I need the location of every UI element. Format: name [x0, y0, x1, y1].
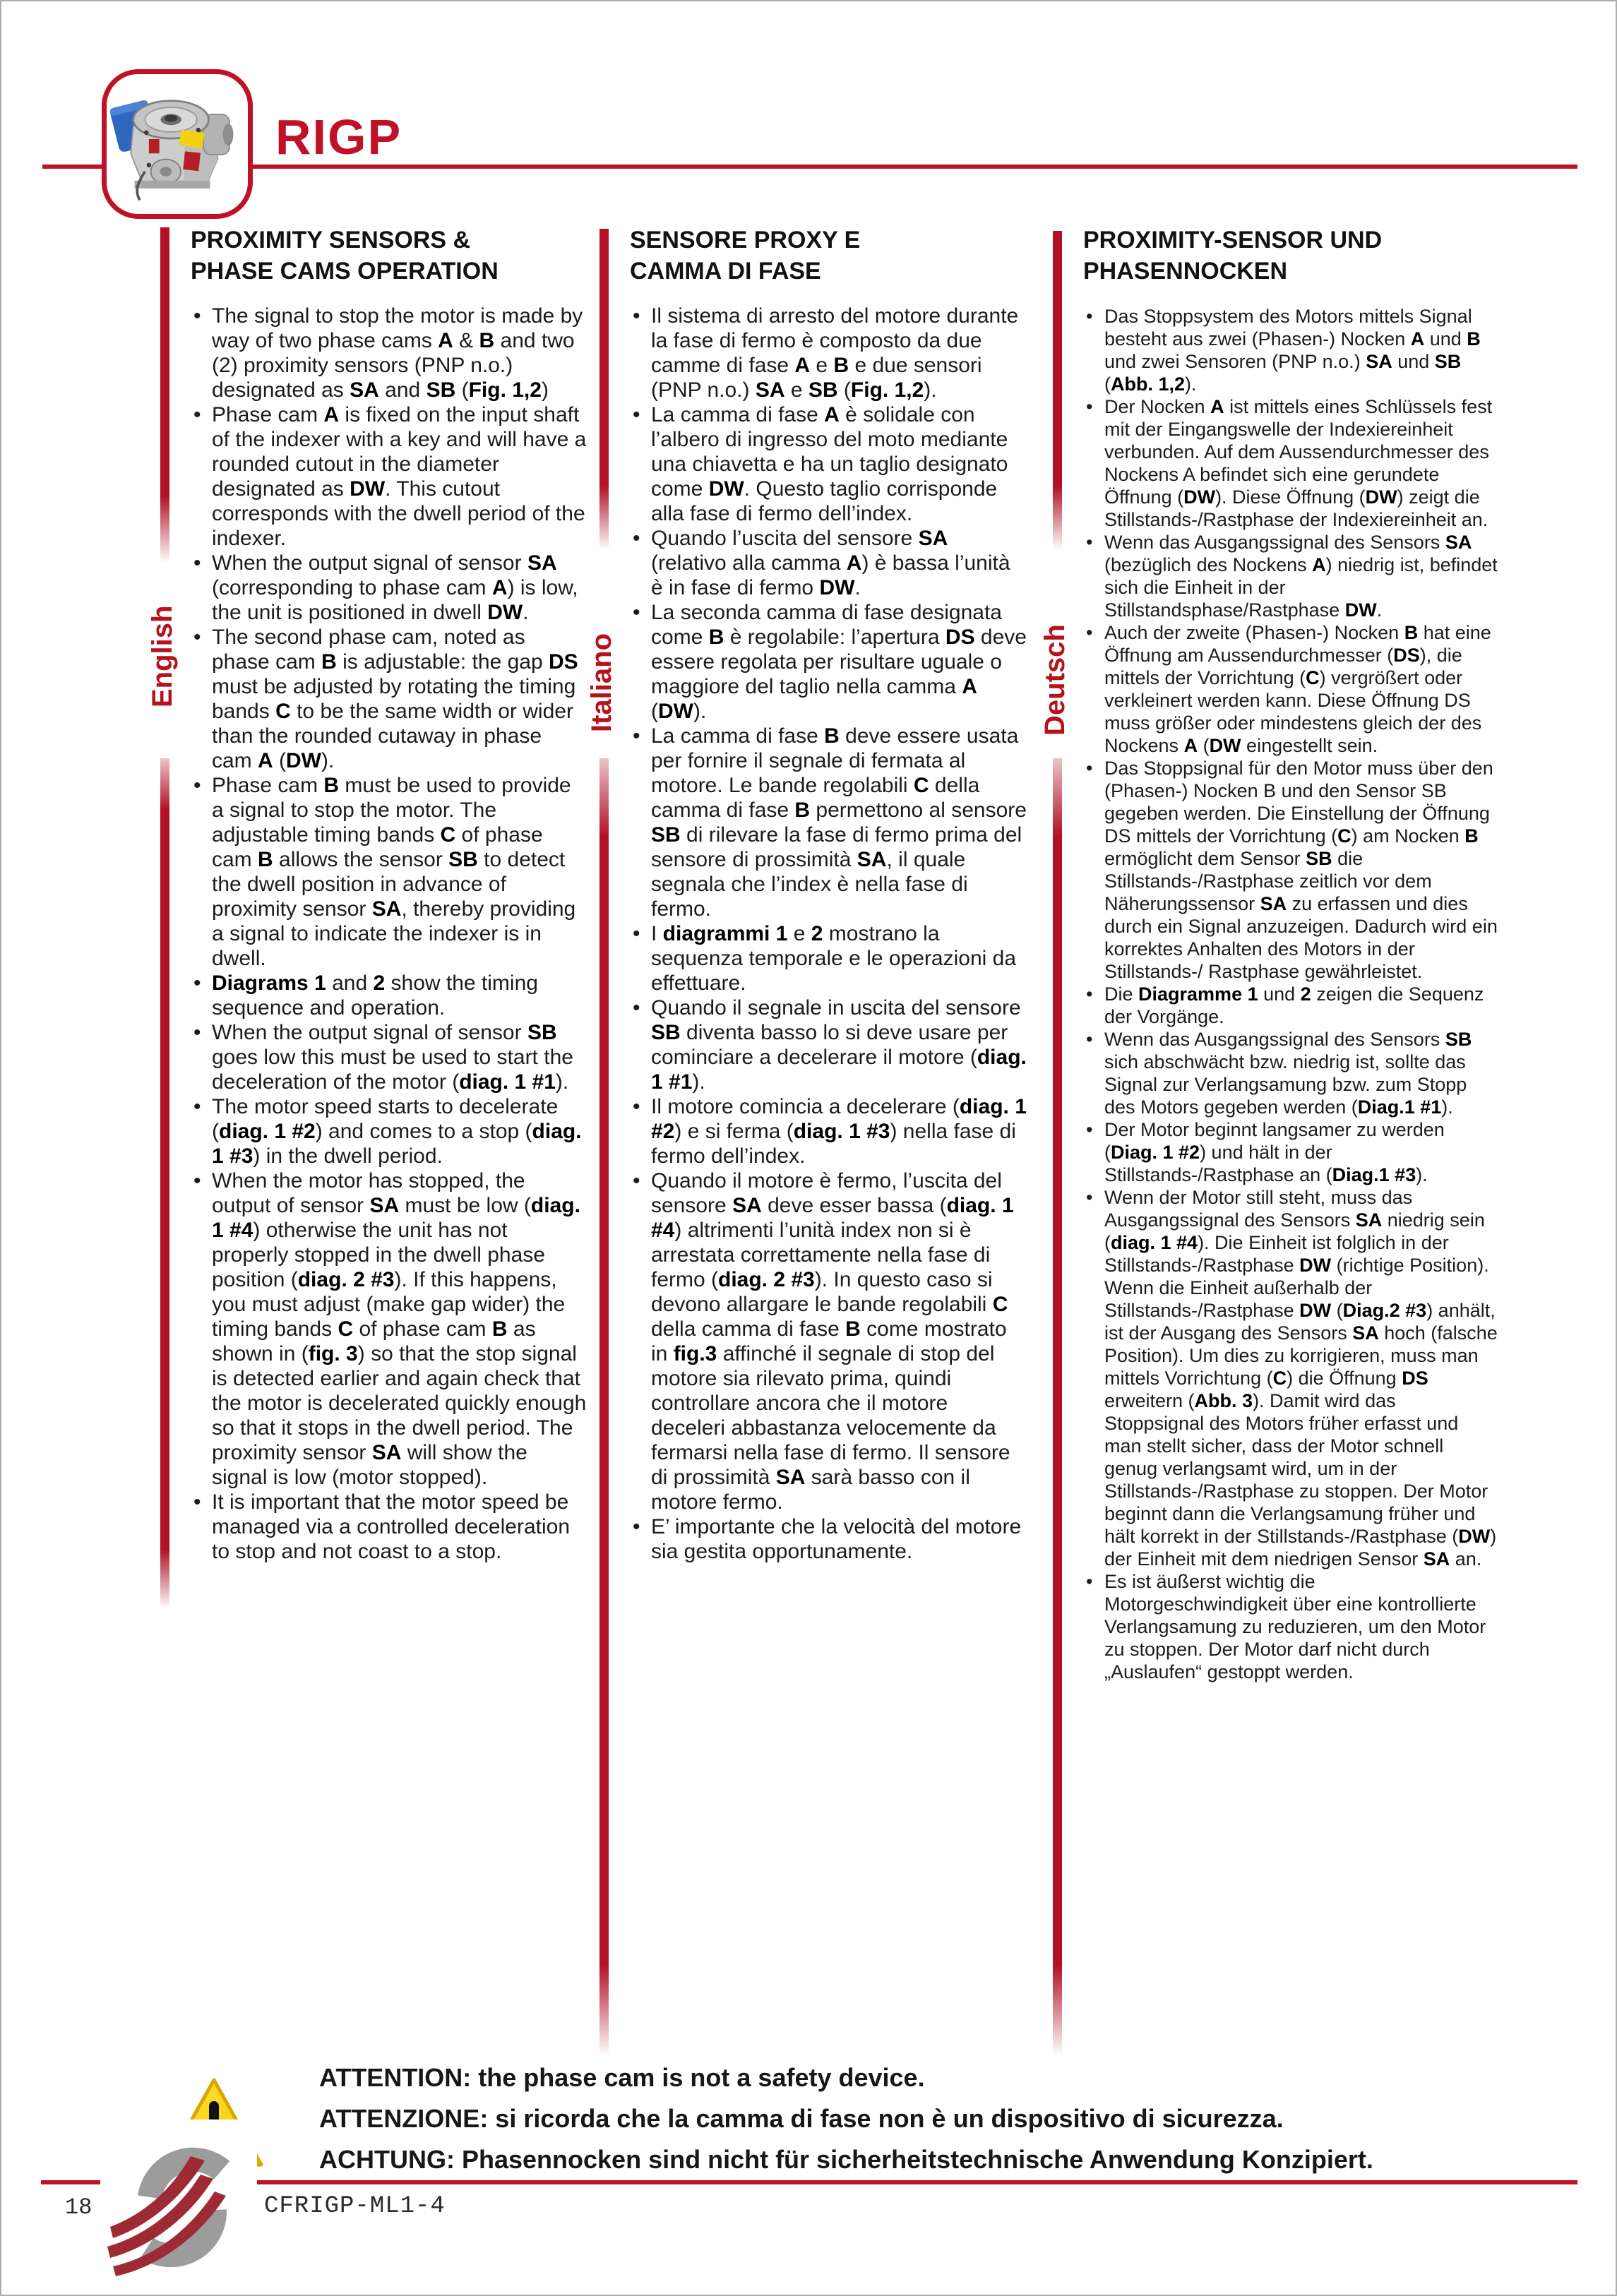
header-rule: [42, 165, 1577, 169]
red-bar-bottom: [599, 758, 609, 2056]
bullet-item: • Das Stoppsystem des Motors mittels Signal besteht aus zwei (Phasen-) Nocken A und B und zwei Sensoren (PNP n.o.) SA und SB (Abb. 1,2).: [1083, 305, 1498, 395]
red-bar-bottom: [160, 758, 169, 1609]
language-label: English: [147, 605, 178, 707]
bullet-item: • I diagrammi 1 e 2 mostrano la sequenza temporale e le operazioni da effettuare.: [630, 921, 1027, 995]
bullet-item: • When the motor has stopped, the output of sensor SA must be low (diag. 1 #4) otherwise the unit has not properly stopped in the dwell phase position (diag. 2 #3). If this happens, you must adjust (make gap wider) the timing bands C of phase cam B as shown in (fig. 3) so that the stop signal is detected earlier and again check that the motor is decelerated quickly enough so that it stops in the dwell period. The proximity sensor SA will show the signal is low (motor stopped).: [191, 1168, 587, 1490]
language-label: Deutsch: [1039, 624, 1070, 736]
bullet-item: • Il motore comincia a decelerare (diag. 1 #2) e si ferma (diag. 1 #3) nella fase di fermo dell’index.: [630, 1094, 1027, 1168]
warning-text-de: ACHTUNG: Phasennocken sind nicht für sicherheitstechnische Anwendung Konzipiert.: [319, 2145, 1373, 2174]
language-label: Italiano: [586, 633, 617, 732]
bullet-list-german: [1083, 305, 1498, 1683]
bullet-item: • E’ importante che la velocità del motore sia gestita opportunamente.: [630, 1514, 1027, 1564]
bullet-item: • When the output signal of sensor SA (corresponding to phase cam A) is low, the unit is positioned in dwell DW.: [191, 551, 587, 625]
indexer-photo: [107, 74, 238, 204]
column-title: PROXIMITY SENSORS & PHASE CAMS OPERATION: [191, 227, 499, 285]
page-number: 18: [65, 2194, 93, 2220]
bullet-item: • The motor speed starts to decelerate (diag. 1 #2) and comes to a stop (diag. 1 #3) in the dwell period.: [191, 1094, 587, 1168]
bullet-item: • Quando il motore è fermo, l’uscita del sensore SA deve esser bassa (diag. 1 #4) altrimenti l’unità index non si è arrestata correttamente nella fase di fermo (diag. 2 #3). In questo caso si devono allargare le bande regolabili C della camma di fase B come mostrato in fig.3 affinché il segnale di stop del motore sia rilevato prima, quindi controllare ancora che il motore deceleri abbastanza velocemente da fermarsi nella fase di fermo. Il sensore di prossimità SA sarà basso con il motore fermo.: [630, 1168, 1027, 1514]
bullet-item: • Die Diagramme 1 und 2 zeigen die Sequenz der Vorgänge.: [1083, 983, 1498, 1028]
doc-code: CFRIGP-ML1-4: [264, 2193, 446, 2220]
bullet-item: • Phase cam A is fixed on the input shaft of the indexer with a key and will have a rounded cutout in the diameter designated as DW. This cutout corresponds with the dwell period of the indexer.: [191, 402, 587, 551]
bullet-list-english: [191, 304, 587, 1564]
red-bar-top: [160, 227, 169, 563]
bullet-item: • Der Motor beginnt langsamer zu werden (Diag. 1 #2) und hält in der Stillstands-/Rastphase an (Diag.1 #3).: [1083, 1118, 1498, 1186]
bullet-item: • When the output signal of sensor SB goes low this must be used to start the deceleration of the motor (diag. 1 #1).: [191, 1020, 587, 1094]
bullet-item: • Quando il segnale in uscita del sensore SB diventa basso lo si deve usare per cominciare a decelerare il motore (diag. 1 #1).: [630, 995, 1027, 1094]
bullet-item: • Phase cam B must be used to provide a signal to stop the motor. The adjustable timing bands C of phase cam B allows the sensor SB to detect the dwell position in advance of proximity sensor SA, thereby providing a signal to indicate the indexer is in dwell.: [191, 773, 587, 971]
warning-text-en: ATTENTION: the phase cam is not a safety device.: [319, 2063, 925, 2092]
bullet-item: • La seconda camma di fase designata come B è regolabile: l’apertura DS deve essere regolata per risultare uguale o maggiore del taglio nella camma A (DW).: [630, 600, 1027, 724]
bullet-item: • Wenn das Ausgangssignal des Sensors SB sich abschwächt bzw. niedrig ist, sollte das Signal zur Verlangsamung bzw. zum Stopp des Motors gegeben werden (Diag.1 #1).: [1083, 1028, 1498, 1118]
column-title: SENSORE PROXY E CAMMA DI FASE: [630, 227, 861, 285]
red-bar-top: [1053, 231, 1062, 550]
bullet-item: • Das Stoppsignal für den Motor muss über den (Phasen-) Nocken B und den Sensor SB gegeben werden. Die Einstellung der Öffnung DS mittels der Vorrichtung (C) am Nocken B ermöglicht dem Sensor SB die Stillstands-/Rastphase zeitlich vor dem Näherungssensor SA zu erfassen und dies durch ein Signal anzuzeigen. Dadurch wird ein korrektes Anhalten des Motors in der Stillstands-/ Rastphase gewährleistet.: [1083, 757, 1498, 983]
bullet-item: • Quando l’uscita del sensore SA (relativo alla camma A) è bassa l’unità è in fase di fermo DW.: [630, 526, 1027, 600]
bullet-item: • Il sistema di arresto del motore durante la fase di fermo è composto da due camme di fase A e B e due sensori (PNP n.o.) SA e SB (Fig. 1,2).: [630, 304, 1027, 402]
bullet-item: • La camma di fase A è solidale con l’albero di ingresso del moto mediante una chiavetta e ha un taglio designato come DW. Questo taglio corrisponde alla fase di fermo dell’index.: [630, 402, 1027, 526]
bullet-item: • The signal to stop the motor is made by way of two phase cams A & B and two (2) proximity sensors (PNP n.o.) designated as SA and SB (Fig. 1,2): [191, 304, 587, 402]
bullet-item: • Wenn das Ausgangssignal des Sensors SA (bezüglich des Nockens A) niedrig ist, befindet sich die Einheit in der Stillstandsphase/Rastphase DW.: [1083, 531, 1498, 621]
red-bar-bottom: [1053, 758, 1062, 2056]
brand-logo: [100, 2119, 257, 2293]
bullet-item: • Diagrams 1 and 2 show the timing sequence and operation.: [191, 971, 587, 1020]
bullet-item: • The second phase cam, noted as phase cam B is adjustable: the gap DS must be adjusted by rotating the timing bands C to be the same width or wider than the rounded cutaway in phase cam A (DW).: [191, 625, 587, 773]
bullet-item: • La camma di fase B deve essere usata per fornire il segnale di fermata al motore. Le bande regolabili C della camma di fase B permettono al sensore SB di rilevare la fase di fermo prima del sensore di prossimità SA, il quale segnala che l’index è nella fase di fermo.: [630, 724, 1027, 921]
bullet-item: • Wenn der Motor still steht, muss das Ausgangssignal des Sensors SA niedrig sein (diag. 1 #4). Die Einheit ist folglich in der Stillstands-/Rastphase DW (richtige Position). Wenn die Einheit außerhalb der Stillstands-/Rastphase DW (Diag.2 #3) anhält, ist der Ausgang des Sensors SA hoch (falsche Position). Um dies zu korrigieren, muss man mittels Vorrichtung (C) die Öffnung DS erweitern (Abb. 3). Damit wird das Stoppsignal des Motors früher erfasst und man stellt sicher, dass der Motor schnell genug verlangsamt wird, um in der Stillstands-/Rastphase zu stoppen. Der Motor beginnt dann die Verlangsamung früher und hält korrekt in der Stillstands-/Rastphase (DW) der Einheit mit dem niedrigen Sensor SA an.: [1083, 1186, 1498, 1570]
red-bar-top: [599, 229, 609, 550]
bullet-item: • Es ist äußerst wichtig die Motorgeschwindigkeit über eine kontrollierte Verlangsamung zu reduzieren, um den Motor zu stoppen. Der Motor darf nicht durch „Auslaufen“ gestoppt werden.: [1083, 1570, 1498, 1683]
column-title: PROXIMITY-SENSOR UND PHASENNOCKEN: [1083, 227, 1383, 285]
bullet-item: • It is important that the motor speed be managed via a controlled deceleration to stop and not coast to a stop.: [191, 1490, 587, 1564]
bullet-item: • Der Nocken A ist mittels eines Schlüssels fest mit der Eingangswelle der Indexiereinheit verbunden. Auf dem Aussendurchmesser des Nockens A befindet sich eine gerundete Öffnung (DW). Diese Öffnung (DW) zeigt die Stillstands-/Rastphase der Indexiereinheit an.: [1083, 395, 1498, 531]
warning-text-it: ATTENZIONE: si ricorda che la camma di fase non è un dispositivo di sicurezza.: [319, 2104, 1284, 2133]
bullet-item: • Auch der zweite (Phasen-) Nocken B hat eine Öffnung am Aussendurchmesser (DS), die mittels der Vorrichtung (C) vergrößert oder verkleinert werden kann. Diese Öffnung DS muss größer oder mindestens gleich der des Nockens A (DW eingestellt sein.: [1083, 621, 1498, 757]
product-photo-frame: [102, 69, 253, 219]
page-title: RIGP: [275, 109, 402, 165]
bullet-list-italian: [630, 304, 1027, 1564]
footer-rule: [41, 2180, 1577, 2184]
